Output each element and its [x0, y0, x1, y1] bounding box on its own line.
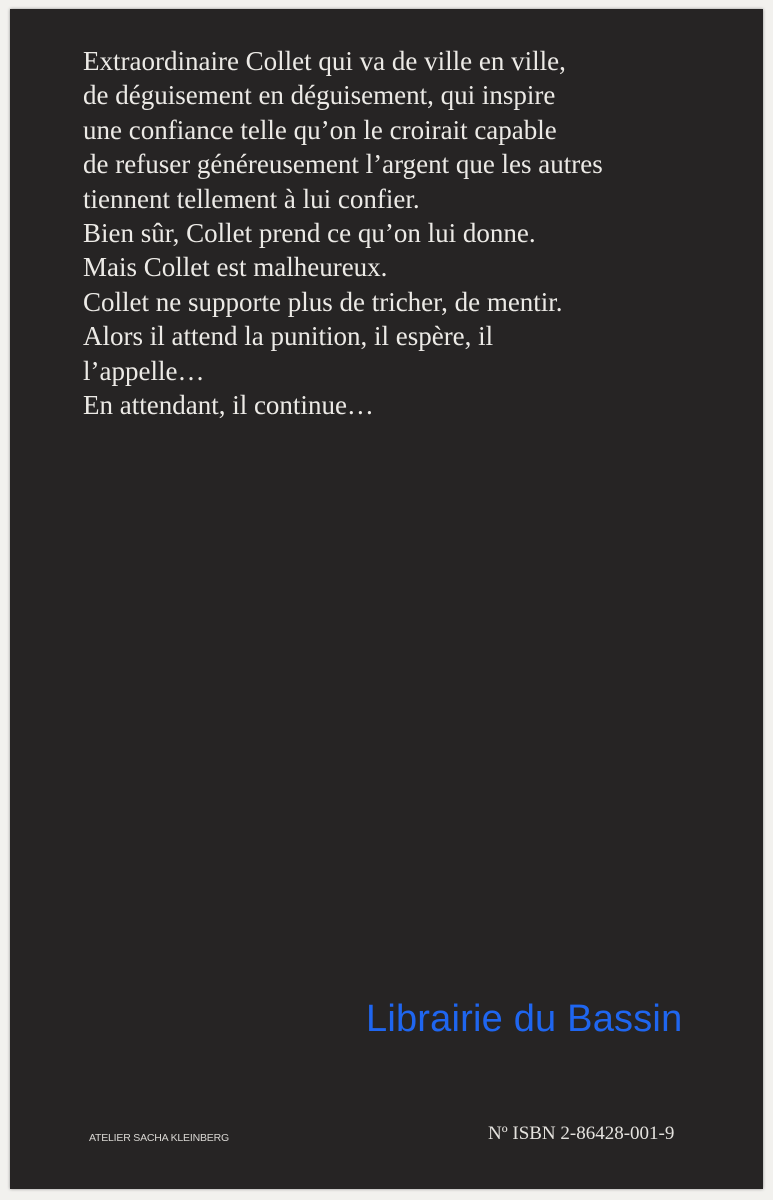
bookshop-watermark: Librairie du Bassin [366, 998, 683, 1040]
blurb-line: Collet ne supporte plus de tricher, de mentir. [83, 286, 563, 317]
blurb-line: Bien sûr, Collet prend ce qu’on lui donne. [83, 218, 536, 249]
blurb-line: Mais Collet est malheureux. [83, 252, 388, 283]
blurb-line: une confiance telle qu’on le croirait capable [83, 114, 557, 145]
blurb-line: de déguisement en déguisement, qui inspire [83, 80, 556, 111]
blurb-line: Extraordinaire Collet qui va de ville en ville, [83, 46, 566, 76]
blurb-text [83, 44, 753, 422]
blurb-line: tiennent tellement à lui confier. [83, 183, 420, 214]
blurb-line: de refuser généreusement l’argent que les autres [83, 149, 603, 180]
blurb-line: Alors il attend la punition, il espère, il [83, 321, 494, 352]
book-back-cover [10, 9, 763, 1189]
blurb-line: l’appelle… [83, 355, 205, 386]
blurb-line: En attendant, il continue… [83, 390, 374, 421]
design-credit: ATELIER SACHA KLEINBERG [89, 1132, 229, 1144]
isbn-number: Nº ISBN 2-86428-001-9 [488, 1123, 675, 1144]
